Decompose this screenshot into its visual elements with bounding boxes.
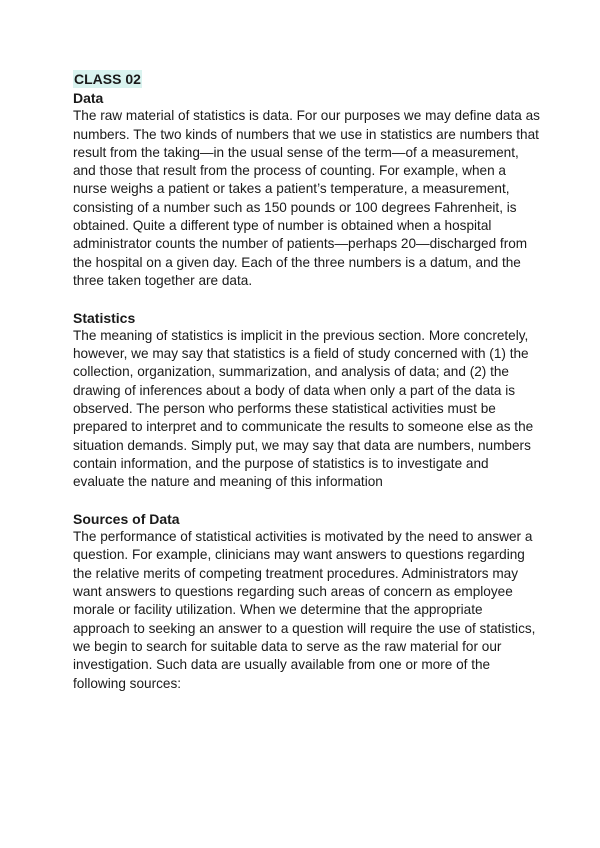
- section-heading-sources-of-data: Sources of Data: [73, 510, 180, 527]
- section-heading-statistics: Statistics: [73, 309, 136, 326]
- section-body-statistics: The meaning of statistics is implicit in the previous section. More concretely, however, we may say that statistics is a field of study concerned with (1) the collection, organization, summarization, and analysis of data; and (2) the drawing of inferences about a body of data when only a part of the data is observed. The person who performs these statistical activities must be prepared to interpret and to communicate the results to someone else as the situation demands. Simply put, we may say that data are numbers, numbers contain information, and the purpose of statistics is to investigate and evaluate the nature and meaning of this information: [73, 327, 534, 490]
- section-sources-of-data: [73, 510, 542, 693]
- section-data: [73, 89, 542, 290]
- section-statistics: [73, 309, 542, 492]
- section-body-data: The raw material of statistics is data. For our purposes we may define data as numbers. The two kinds of numbers that we use in statistics are numbers that result from the taking—in the usual sense of the term—of a measurement, and those that result from the process of counting. For example, when a nurse weighs a patient or takes a patient’s temperature, a measurement, consisting of a number such as 150 pounds or 100 degrees Fahrenheit, is obtained. Quite a different type of number is obtained when a hospital administrator counts the number of patients—perhaps 20—discharged from the hospital on a given day. Each of the three numbers is a datum, and the three taken together are data.: [73, 108, 540, 288]
- section-heading-data: Data: [73, 90, 104, 106]
- section-body-sources-of-data: The performance of statistical activities is motivated by the need to answer a question. For example, clinicians may want answers to questions regarding the relative merits of competing treatment procedures. Administrators may want answers to questions regarding such areas of concern as employee morale or facility utilization. When we determine that the appropriate approach to seeking an answer to a question will require the use of statistics, we begin to search for suitable data to serve as the raw material for our investigation. Such data are usually available from one or more of the following sources:: [73, 529, 536, 691]
- class-title: CLASS 02: [74, 71, 141, 87]
